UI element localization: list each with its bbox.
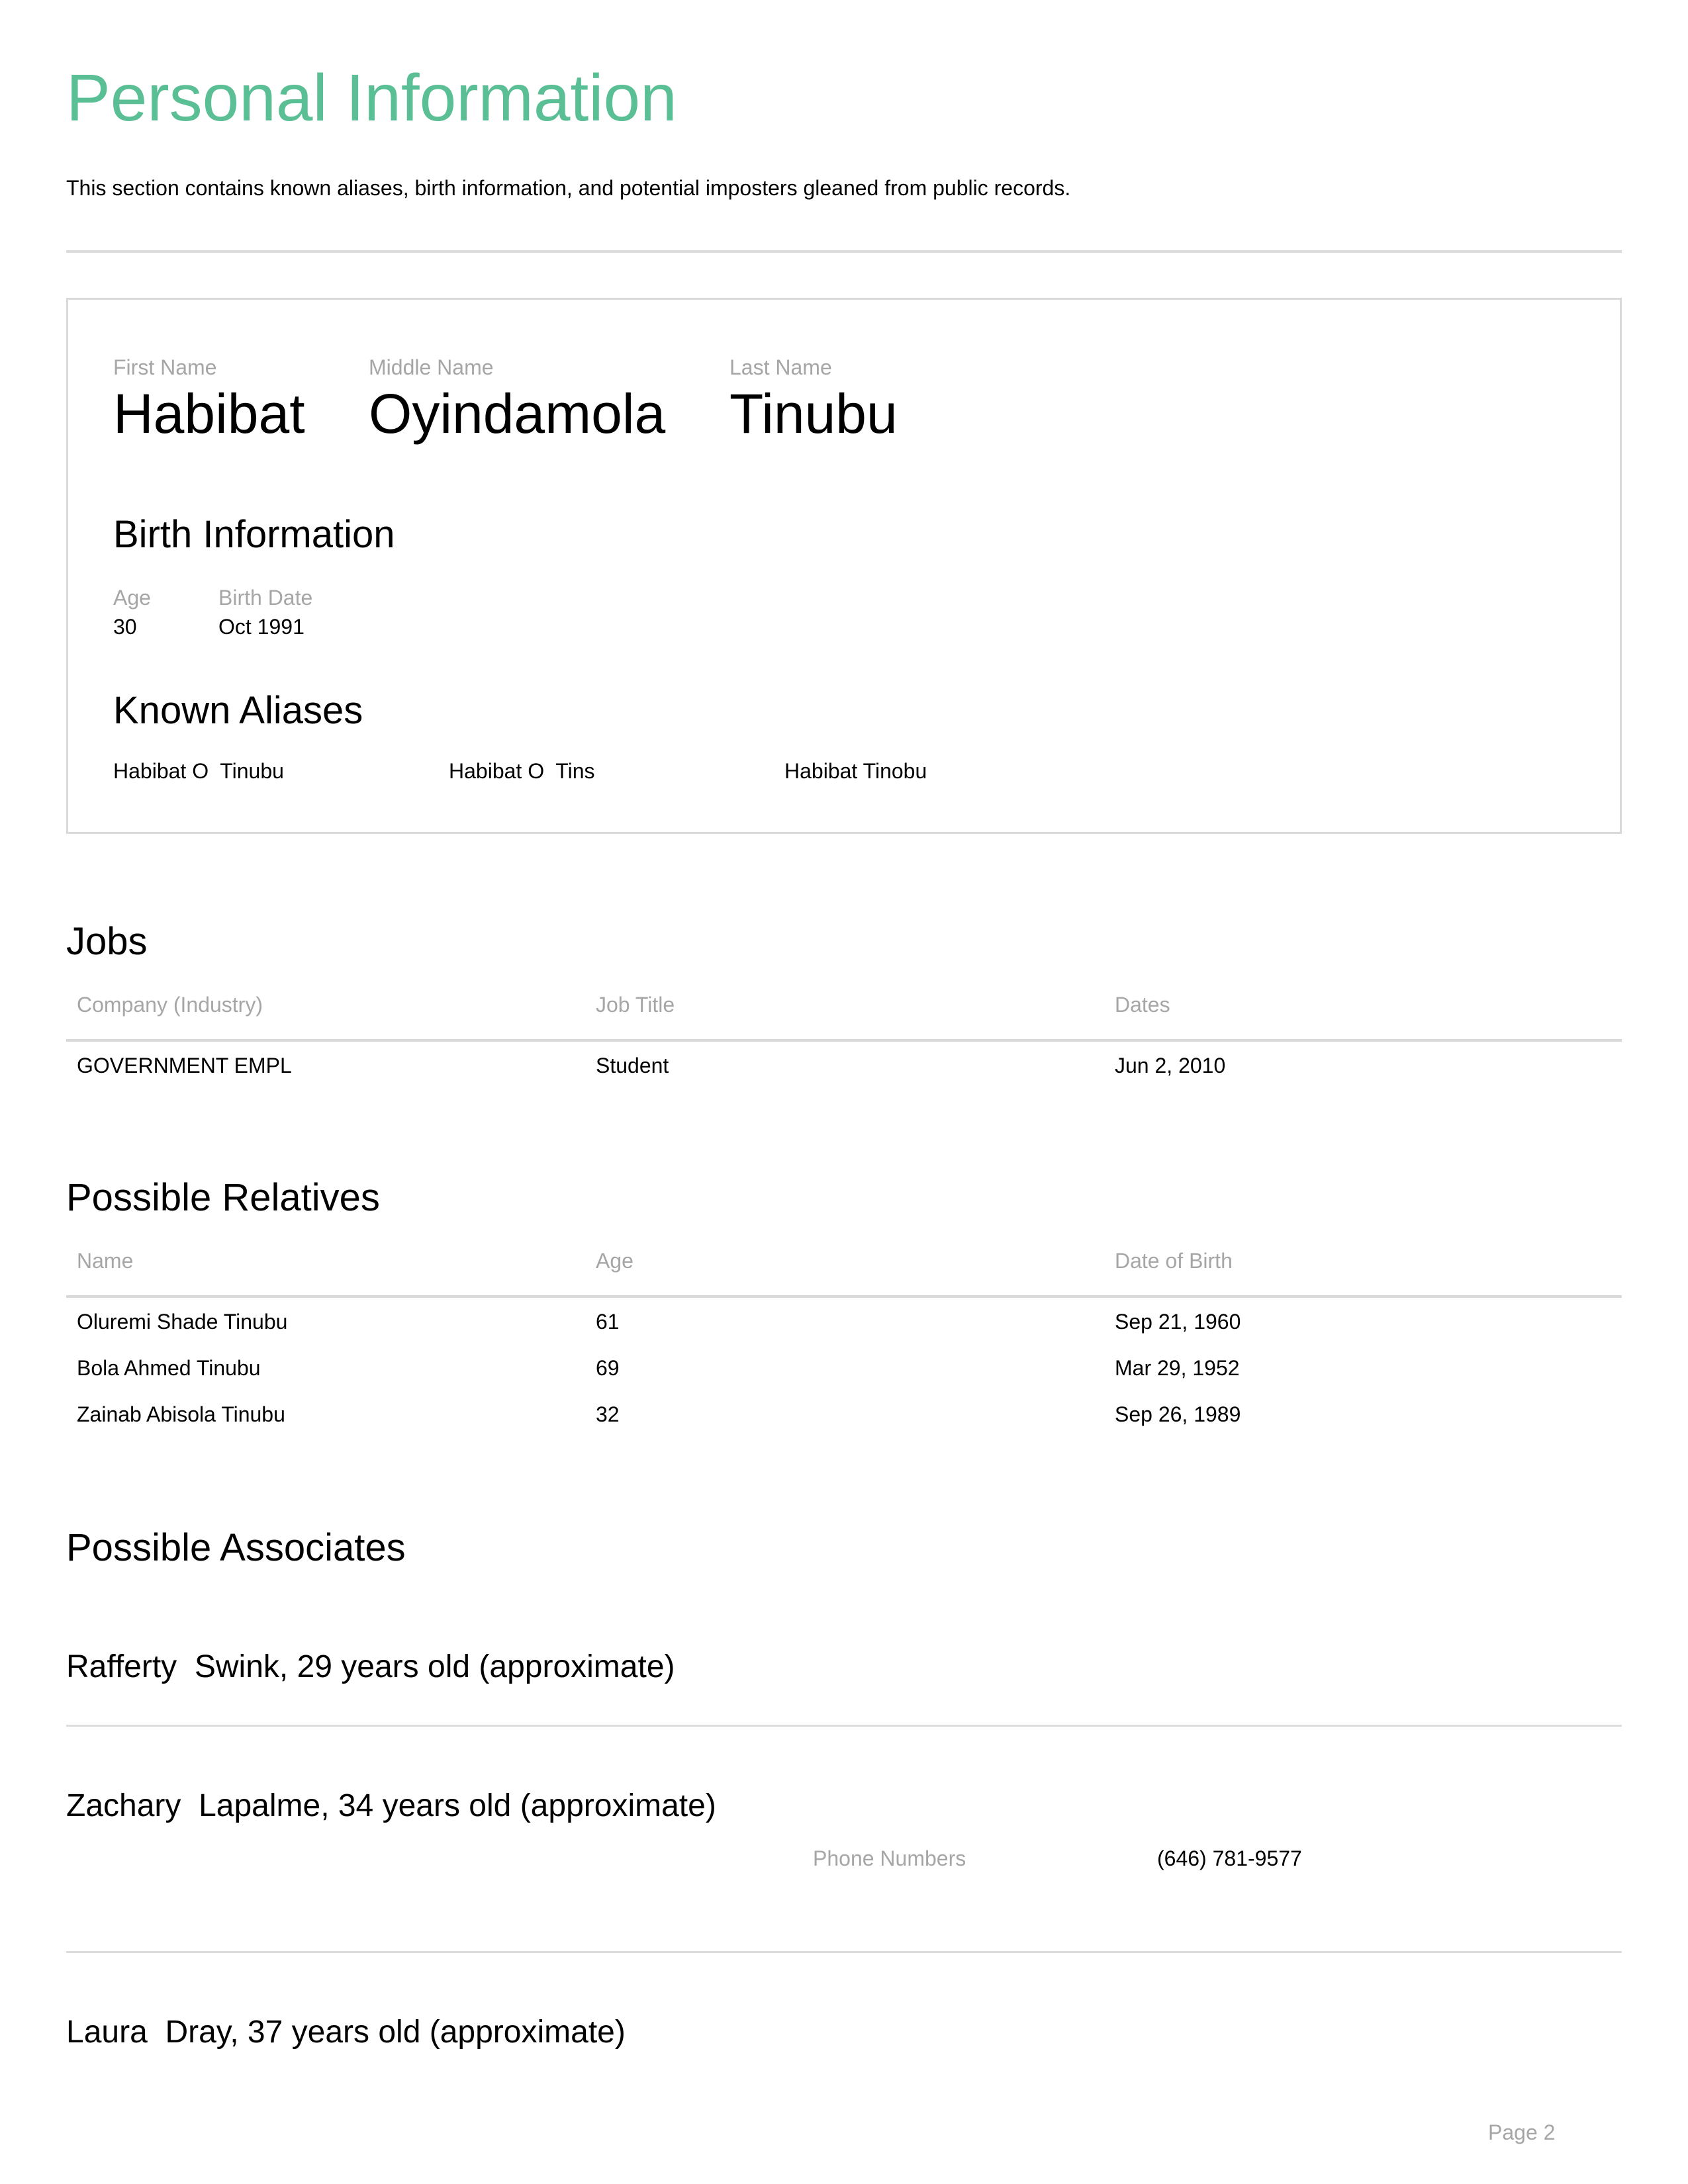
associate-divider bbox=[66, 1725, 1622, 1727]
job-title: Student bbox=[596, 1054, 669, 1077]
relative-dob: Sep 26, 1989 bbox=[1115, 1402, 1241, 1426]
column-header: Name bbox=[77, 1249, 134, 1273]
last-name-field bbox=[729, 355, 898, 445]
middle-name-label: Middle Name bbox=[369, 355, 494, 379]
job-company: GOVERNMENT EMPL bbox=[77, 1054, 292, 1077]
first-name-label: First Name bbox=[113, 355, 217, 379]
relatives-heading: Possible Relatives bbox=[66, 1176, 380, 1219]
relative-age: 32 bbox=[596, 1402, 620, 1426]
table-row bbox=[66, 1344, 1622, 1390]
associate-divider bbox=[66, 1951, 1622, 1953]
alias-item: Habibat O Tins bbox=[449, 759, 595, 783]
last-name-label: Last Name bbox=[729, 355, 832, 379]
age-label: Age bbox=[113, 586, 151, 610]
birth-date-label: Birth Date bbox=[218, 586, 313, 610]
relative-name: Oluremi Shade Tinubu bbox=[77, 1310, 288, 1334]
relatives-table bbox=[66, 1236, 1622, 1437]
associates-heading: Possible Associates bbox=[66, 1526, 406, 1569]
relative-age: 61 bbox=[596, 1310, 620, 1334]
page-title: Personal Information bbox=[66, 61, 677, 135]
first-name-value: Habibat bbox=[113, 383, 305, 445]
table-row bbox=[66, 1298, 1622, 1344]
alias-item: Habibat O Tinubu bbox=[113, 759, 284, 783]
relative-age: 69 bbox=[596, 1356, 620, 1380]
table-row bbox=[66, 1042, 1622, 1088]
alias-item: Habibat Tinobu bbox=[784, 759, 927, 783]
jobs-table bbox=[66, 979, 1622, 1088]
table-row bbox=[66, 1390, 1622, 1437]
associate-name: Laura Dray, 37 years old (approximate) bbox=[66, 2015, 626, 2050]
column-header: Age bbox=[596, 1249, 633, 1273]
age-field bbox=[113, 587, 151, 637]
column-header: Job Title bbox=[596, 993, 675, 1017]
age-value: 30 bbox=[113, 615, 137, 639]
last-name-value: Tinubu bbox=[729, 383, 898, 445]
identity-card bbox=[66, 298, 1622, 834]
relative-dob: Mar 29, 1952 bbox=[1115, 1356, 1240, 1380]
phone-number-value: (646) 781-9577 bbox=[1157, 1846, 1302, 1870]
middle-name-field bbox=[369, 355, 666, 445]
phone-numbers-label: Phone Numbers bbox=[813, 1846, 966, 1870]
header-divider bbox=[66, 250, 1622, 253]
relative-name: Zainab Abisola Tinubu bbox=[77, 1402, 285, 1426]
page-intro: This section contains known aliases, birth information, and potential imposters gleaned from public records. bbox=[66, 176, 1071, 200]
page-number: Page 2 bbox=[1488, 2120, 1556, 2144]
birth-date-field bbox=[218, 587, 312, 637]
table-header bbox=[66, 1236, 1622, 1298]
associate-name: Zachary Lapalme, 34 years old (approximate) bbox=[66, 1788, 716, 1823]
relative-name: Bola Ahmed Tinubu bbox=[77, 1356, 261, 1380]
column-header: Company (Industry) bbox=[77, 993, 263, 1017]
middle-name-value: Oyindamola bbox=[369, 383, 666, 445]
known-aliases-heading: Known Aliases bbox=[113, 689, 363, 732]
birth-date-value: Oct 1991 bbox=[218, 615, 305, 639]
job-dates: Jun 2, 2010 bbox=[1115, 1054, 1226, 1077]
birth-information-heading: Birth Information bbox=[113, 513, 395, 556]
column-header: Date of Birth bbox=[1115, 1249, 1233, 1273]
jobs-heading: Jobs bbox=[66, 920, 148, 963]
first-name-field bbox=[113, 355, 305, 445]
relative-dob: Sep 21, 1960 bbox=[1115, 1310, 1241, 1334]
column-header: Dates bbox=[1115, 993, 1170, 1017]
associate-name: Rafferty Swink, 29 years old (approximate) bbox=[66, 1649, 675, 1684]
table-header bbox=[66, 979, 1622, 1042]
